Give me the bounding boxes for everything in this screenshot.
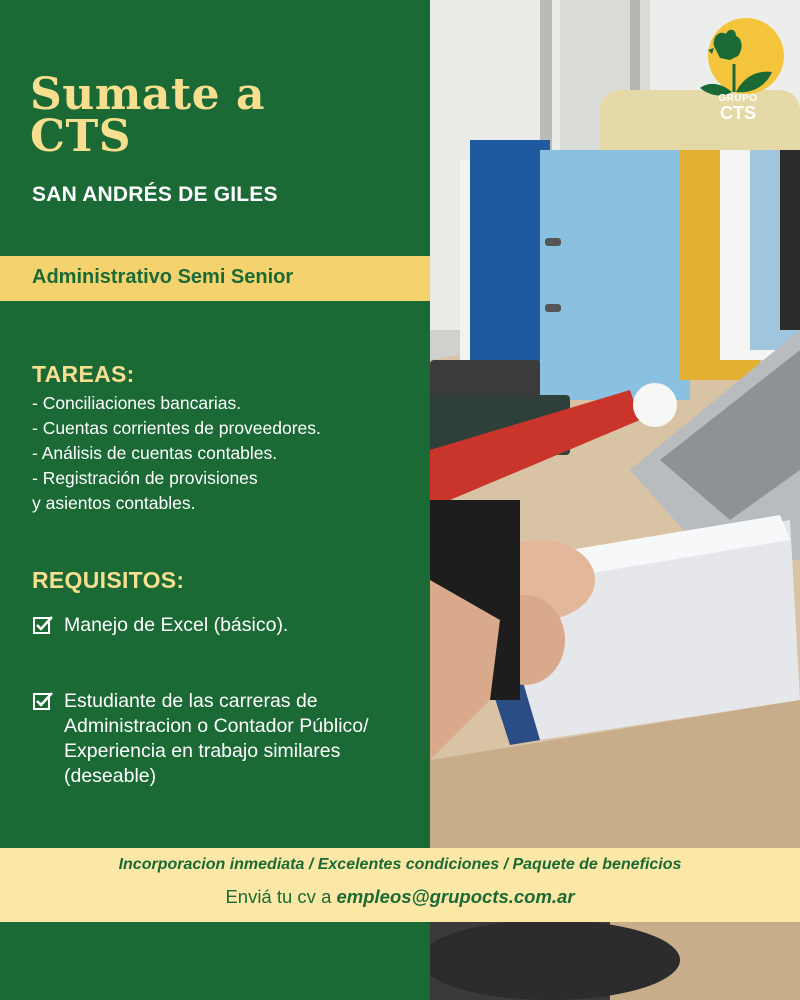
logo-text-cts: CTS bbox=[720, 103, 756, 123]
task-item: - Registración de provisiones bbox=[32, 468, 258, 488]
headline-line-2: CTS bbox=[30, 111, 132, 162]
requirements-title: REQUISITOS: bbox=[32, 567, 185, 593]
requirement-line: Estudiante de las carreras de bbox=[64, 690, 318, 712]
requirement-item bbox=[32, 689, 369, 789]
cta-prefix: Enviá tu cv a bbox=[225, 886, 337, 907]
requirement-line: (deseable) bbox=[64, 765, 157, 787]
requirement-line: Manejo de Excel (básico). bbox=[64, 614, 289, 636]
headline bbox=[30, 69, 265, 162]
requirement-line: Experiencia en trabajo similares bbox=[64, 740, 341, 762]
checkbox-check-icon bbox=[32, 690, 54, 712]
requirement-line: Administracion o Contador Público/ bbox=[64, 715, 369, 737]
task-item: - Análisis de cuentas contables. bbox=[32, 443, 278, 463]
tasks-title: TAREAS: bbox=[32, 361, 135, 387]
requirement-item bbox=[32, 613, 288, 638]
location-label: SAN ANDRÉS DE GILES bbox=[32, 183, 278, 206]
logo-text-grupo: GRUPO bbox=[718, 93, 758, 104]
position-title: Administrativo Semi Senior bbox=[32, 266, 294, 288]
tasks-list bbox=[32, 391, 321, 516]
email-link[interactable]: empleos@grupocts.com.ar bbox=[336, 886, 575, 907]
task-item: y asientos contables. bbox=[32, 493, 196, 513]
task-item: - Cuentas corrientes de proveedores. bbox=[32, 418, 321, 438]
task-item: - Conciliaciones bancarias. bbox=[32, 393, 242, 413]
benefits-line: Incorporacion inmediata / Excelentes condiciones / Paquete de beneficios bbox=[118, 856, 682, 873]
headline-line-1: Sumate a bbox=[30, 69, 265, 120]
cta-line bbox=[0, 886, 800, 908]
checkbox-check-icon bbox=[32, 614, 54, 636]
